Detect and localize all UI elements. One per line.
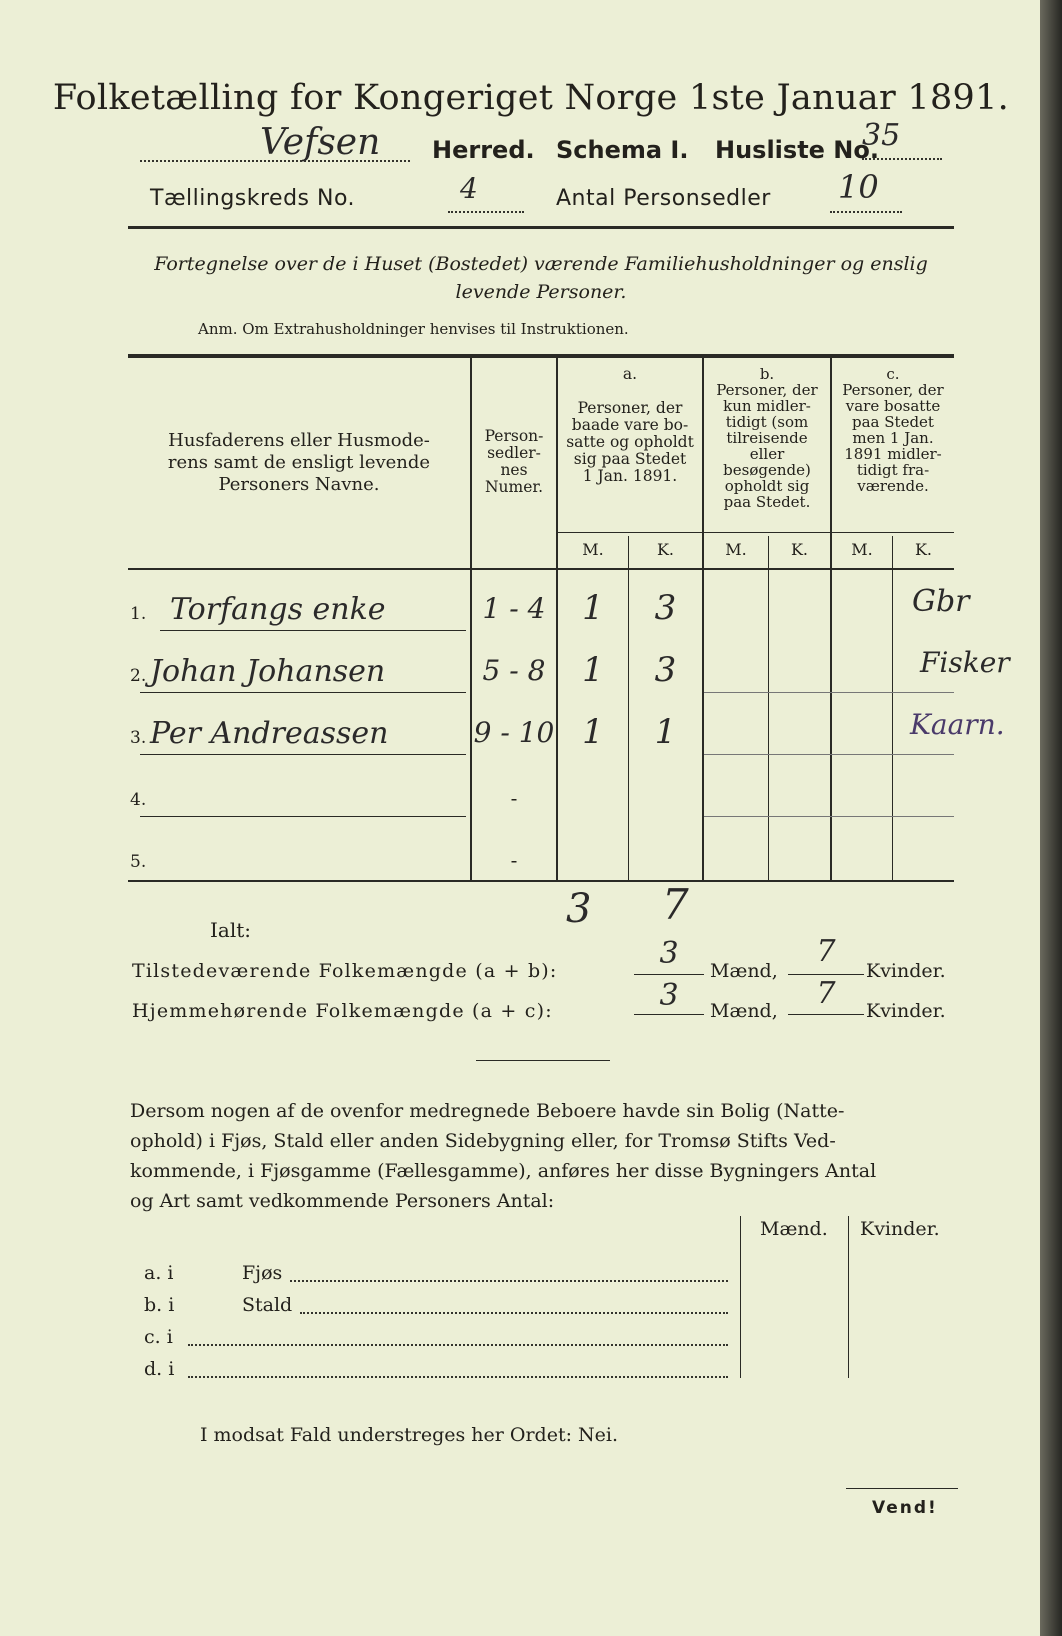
maend-col-header: Mænd. <box>760 1218 828 1240</box>
modsat-note: I modsat Fald understreges her Ordet: Nei. <box>200 1424 619 1446</box>
kreds-dotline <box>448 211 524 213</box>
husliste-number: 35 <box>862 118 901 153</box>
husliste-dotline <box>862 158 942 160</box>
paragraph-line-1: Dersom nogen af de ovenfor medregnede Beboere havde sin Bolig (Natte- <box>130 1100 845 1122</box>
row-1-am: 1 <box>582 588 604 628</box>
row-4-line <box>140 816 466 817</box>
col-header-a-line-3: satte og opholdt <box>566 433 694 451</box>
col-header-names <box>130 430 468 496</box>
col-header-b-line-2: kun midler- <box>723 397 811 415</box>
col-header-b <box>704 366 830 510</box>
paragraph-line-4: og Art samt vedkommende Personers Antal: <box>130 1190 555 1212</box>
hjemme-k-line <box>788 1014 864 1015</box>
vend-label: Vend! <box>872 1498 938 1518</box>
building-c-dots <box>188 1344 728 1346</box>
col-header-numer-line-1: Person- <box>484 427 544 445</box>
separator <box>476 1060 610 1061</box>
header-rule <box>128 226 954 229</box>
col-c-k: K. <box>914 540 933 559</box>
mk-divider-b <box>768 536 769 880</box>
building-d-label: d. i <box>144 1358 175 1380</box>
col-header-b-line-6: besøgende) <box>723 461 811 479</box>
col-c-m: M. <box>851 540 873 559</box>
building-c-label: c. i <box>144 1326 173 1348</box>
paragraph-line-2: ophold) i Fjøs, Stald eller anden Sidebygning eller, for Tromsø Stifts Ved- <box>130 1130 836 1152</box>
taellingskreds-number: 4 <box>460 172 478 205</box>
antal-dotline <box>830 211 902 213</box>
vend-rule <box>846 1488 958 1489</box>
col-header-a-letter: a. <box>622 365 638 383</box>
col-header-b-line-5: eller <box>749 445 785 463</box>
row-3-name: Per Andreassen <box>150 716 389 751</box>
col-header-b-line-1: Personer, der <box>716 381 818 399</box>
col-header-a-line-4: sig paa Stedet <box>573 450 687 468</box>
herred-handwritten: Vefsen <box>260 122 381 163</box>
col-header-a-line-1: Personer, der <box>577 399 683 417</box>
col-header-c <box>832 366 954 494</box>
row-1-line <box>160 630 466 631</box>
mk-divider-c <box>892 536 893 880</box>
description-line-2: levende Personer. <box>455 281 627 303</box>
row-4-numer: - <box>510 786 518 810</box>
row-5-number: 5. <box>130 852 147 872</box>
row-2-name: Johan Johansen <box>150 654 386 689</box>
col-header-c-line-1: Personer, der <box>842 381 944 399</box>
building-b-dots <box>300 1312 728 1314</box>
tilstede-m: 3 <box>659 936 679 971</box>
row-1-ak: 3 <box>654 588 677 628</box>
col-a-m: M. <box>582 540 604 559</box>
schema-label: Schema I. <box>556 136 689 164</box>
building-b-name: Stald <box>242 1294 293 1316</box>
ialt-k: 7 <box>662 880 689 929</box>
row-2-line-right <box>704 692 954 693</box>
col-header-b-line-4: tilreisende <box>726 429 808 447</box>
ialt-m: 3 <box>566 886 592 932</box>
col-header-b-line-3: tidigt (som <box>725 413 809 431</box>
row-2-ak: 3 <box>654 650 677 690</box>
col-b-k: K. <box>790 540 809 559</box>
col-header-b-line-7: opholdt sig <box>724 477 810 495</box>
paragraph-line-3: kommende, i Fjøsgamme (Fællesgamme), anføres her disse Bygningers Antal <box>130 1160 877 1182</box>
col-b-m: M. <box>725 540 747 559</box>
row-2-note: Fisker <box>920 646 1010 679</box>
row-1-name: Torfangs enke <box>170 592 386 627</box>
row-1-numer: 1 - 4 <box>482 592 546 625</box>
tilstede-kvinder: Kvinder. <box>866 960 946 982</box>
row-5-numer: - <box>510 848 518 872</box>
anm-note: Anm. Om Extrahusholdninger henvises til Instruktionen. <box>198 320 629 338</box>
col-header-names-line-3: Personers Navne. <box>218 474 380 495</box>
ialt-label: Ialt: <box>210 918 251 942</box>
description-line-1: Fortegnelse over de i Huset (Bostedet) værende Familiehusholdninger og enslig <box>154 253 928 275</box>
col-header-a-line-5: 1 Jan. 1891. <box>582 467 678 485</box>
building-a-dots <box>290 1280 728 1282</box>
col-header-names-line-1: Husfaderens eller Husmode- <box>168 430 430 451</box>
col-header-numer <box>472 428 556 496</box>
row-2-number: 2. <box>130 666 147 686</box>
col-header-numer-line-2: sedler- <box>487 444 541 462</box>
tilstede-k: 7 <box>816 934 836 969</box>
col-header-c-line-3: paa Stedet <box>852 413 934 431</box>
row-2-numer: 5 - 8 <box>482 654 546 687</box>
hjemme-m: 3 <box>659 978 679 1013</box>
row-1-note: Gbr <box>912 584 970 619</box>
hjemme-maend: Mænd, <box>710 1000 778 1022</box>
col-header-c-line-2: vare bosatte <box>845 397 941 415</box>
building-a-label: a. i <box>144 1262 174 1284</box>
tilstede-label: Tilstedeværende Folkemængde (a + b): <box>132 960 558 982</box>
tilstede-maend: Mænd, <box>710 960 778 982</box>
taellingskreds-label: Tællingskreds No. <box>150 186 356 211</box>
building-a-name: Fjøs <box>242 1262 283 1284</box>
col-header-b-letter: b. <box>759 365 775 383</box>
col-header-b-line-8: paa Stedet. <box>723 493 811 511</box>
kvinder-col-header: Kvinder. <box>860 1218 940 1240</box>
col-header-a <box>558 366 702 485</box>
building-d-dots <box>188 1376 728 1378</box>
building-b-label: b. i <box>144 1294 175 1316</box>
paragraph <box>130 1096 956 1216</box>
col-header-c-line-7: værende. <box>857 477 929 495</box>
tilstede-k-line <box>788 974 864 975</box>
form-title: Folketælling for Kongeriget Norge 1ste Januar 1891. <box>52 78 1010 118</box>
row-3-note: Kaarn. <box>910 708 1005 741</box>
col-header-numer-line-3: nes <box>500 461 528 479</box>
row-3-numer: 9 - 10 <box>473 716 555 749</box>
col-header-c-line-5: 1891 midler- <box>844 445 942 463</box>
tilstede-m-line <box>634 974 704 975</box>
personsedler-count: 10 <box>838 168 879 206</box>
col-a-k: K. <box>656 540 675 559</box>
hjemme-m-line <box>634 1014 704 1015</box>
hjemme-label: Hjemmehørende Folkemængde (a + c): <box>132 1000 553 1022</box>
hjemme-k: 7 <box>816 976 836 1011</box>
col-header-numer-line-4: Numer. <box>484 478 544 496</box>
row-1-number: 1. <box>130 604 147 624</box>
row-3-line <box>140 754 466 755</box>
page-edge <box>1040 0 1062 1636</box>
herred-label: Herred. <box>432 136 535 164</box>
mk-rule <box>556 532 954 533</box>
row-2-line <box>140 692 466 693</box>
hjemme-kvinder: Kvinder. <box>866 1000 946 1022</box>
husliste-label: Husliste No. <box>715 136 879 164</box>
row-4-number: 4. <box>130 790 147 810</box>
col-header-a-line-2: baade vare bo- <box>571 416 689 434</box>
col-header-names-line-2: rens samt de ensligt levende <box>167 452 431 473</box>
buildings-divider-1 <box>740 1216 741 1378</box>
table-bottom-rule <box>128 880 954 882</box>
row-2-am: 1 <box>582 650 604 690</box>
description <box>128 250 954 306</box>
col-header-c-letter: c. <box>886 365 900 383</box>
col-header-c-line-6: tidigt fra- <box>856 461 930 479</box>
row-4-line-right <box>704 816 954 817</box>
row-3-am: 1 <box>582 712 604 752</box>
row-3-line-right <box>704 754 954 755</box>
row-3-number: 3. <box>130 728 147 748</box>
col-header-c-line-4: men 1 Jan. <box>852 429 934 447</box>
personsedler-label: Antal Personsedler <box>556 186 771 211</box>
row-3-ak: 1 <box>654 712 677 752</box>
buildings-divider-2 <box>848 1216 849 1378</box>
